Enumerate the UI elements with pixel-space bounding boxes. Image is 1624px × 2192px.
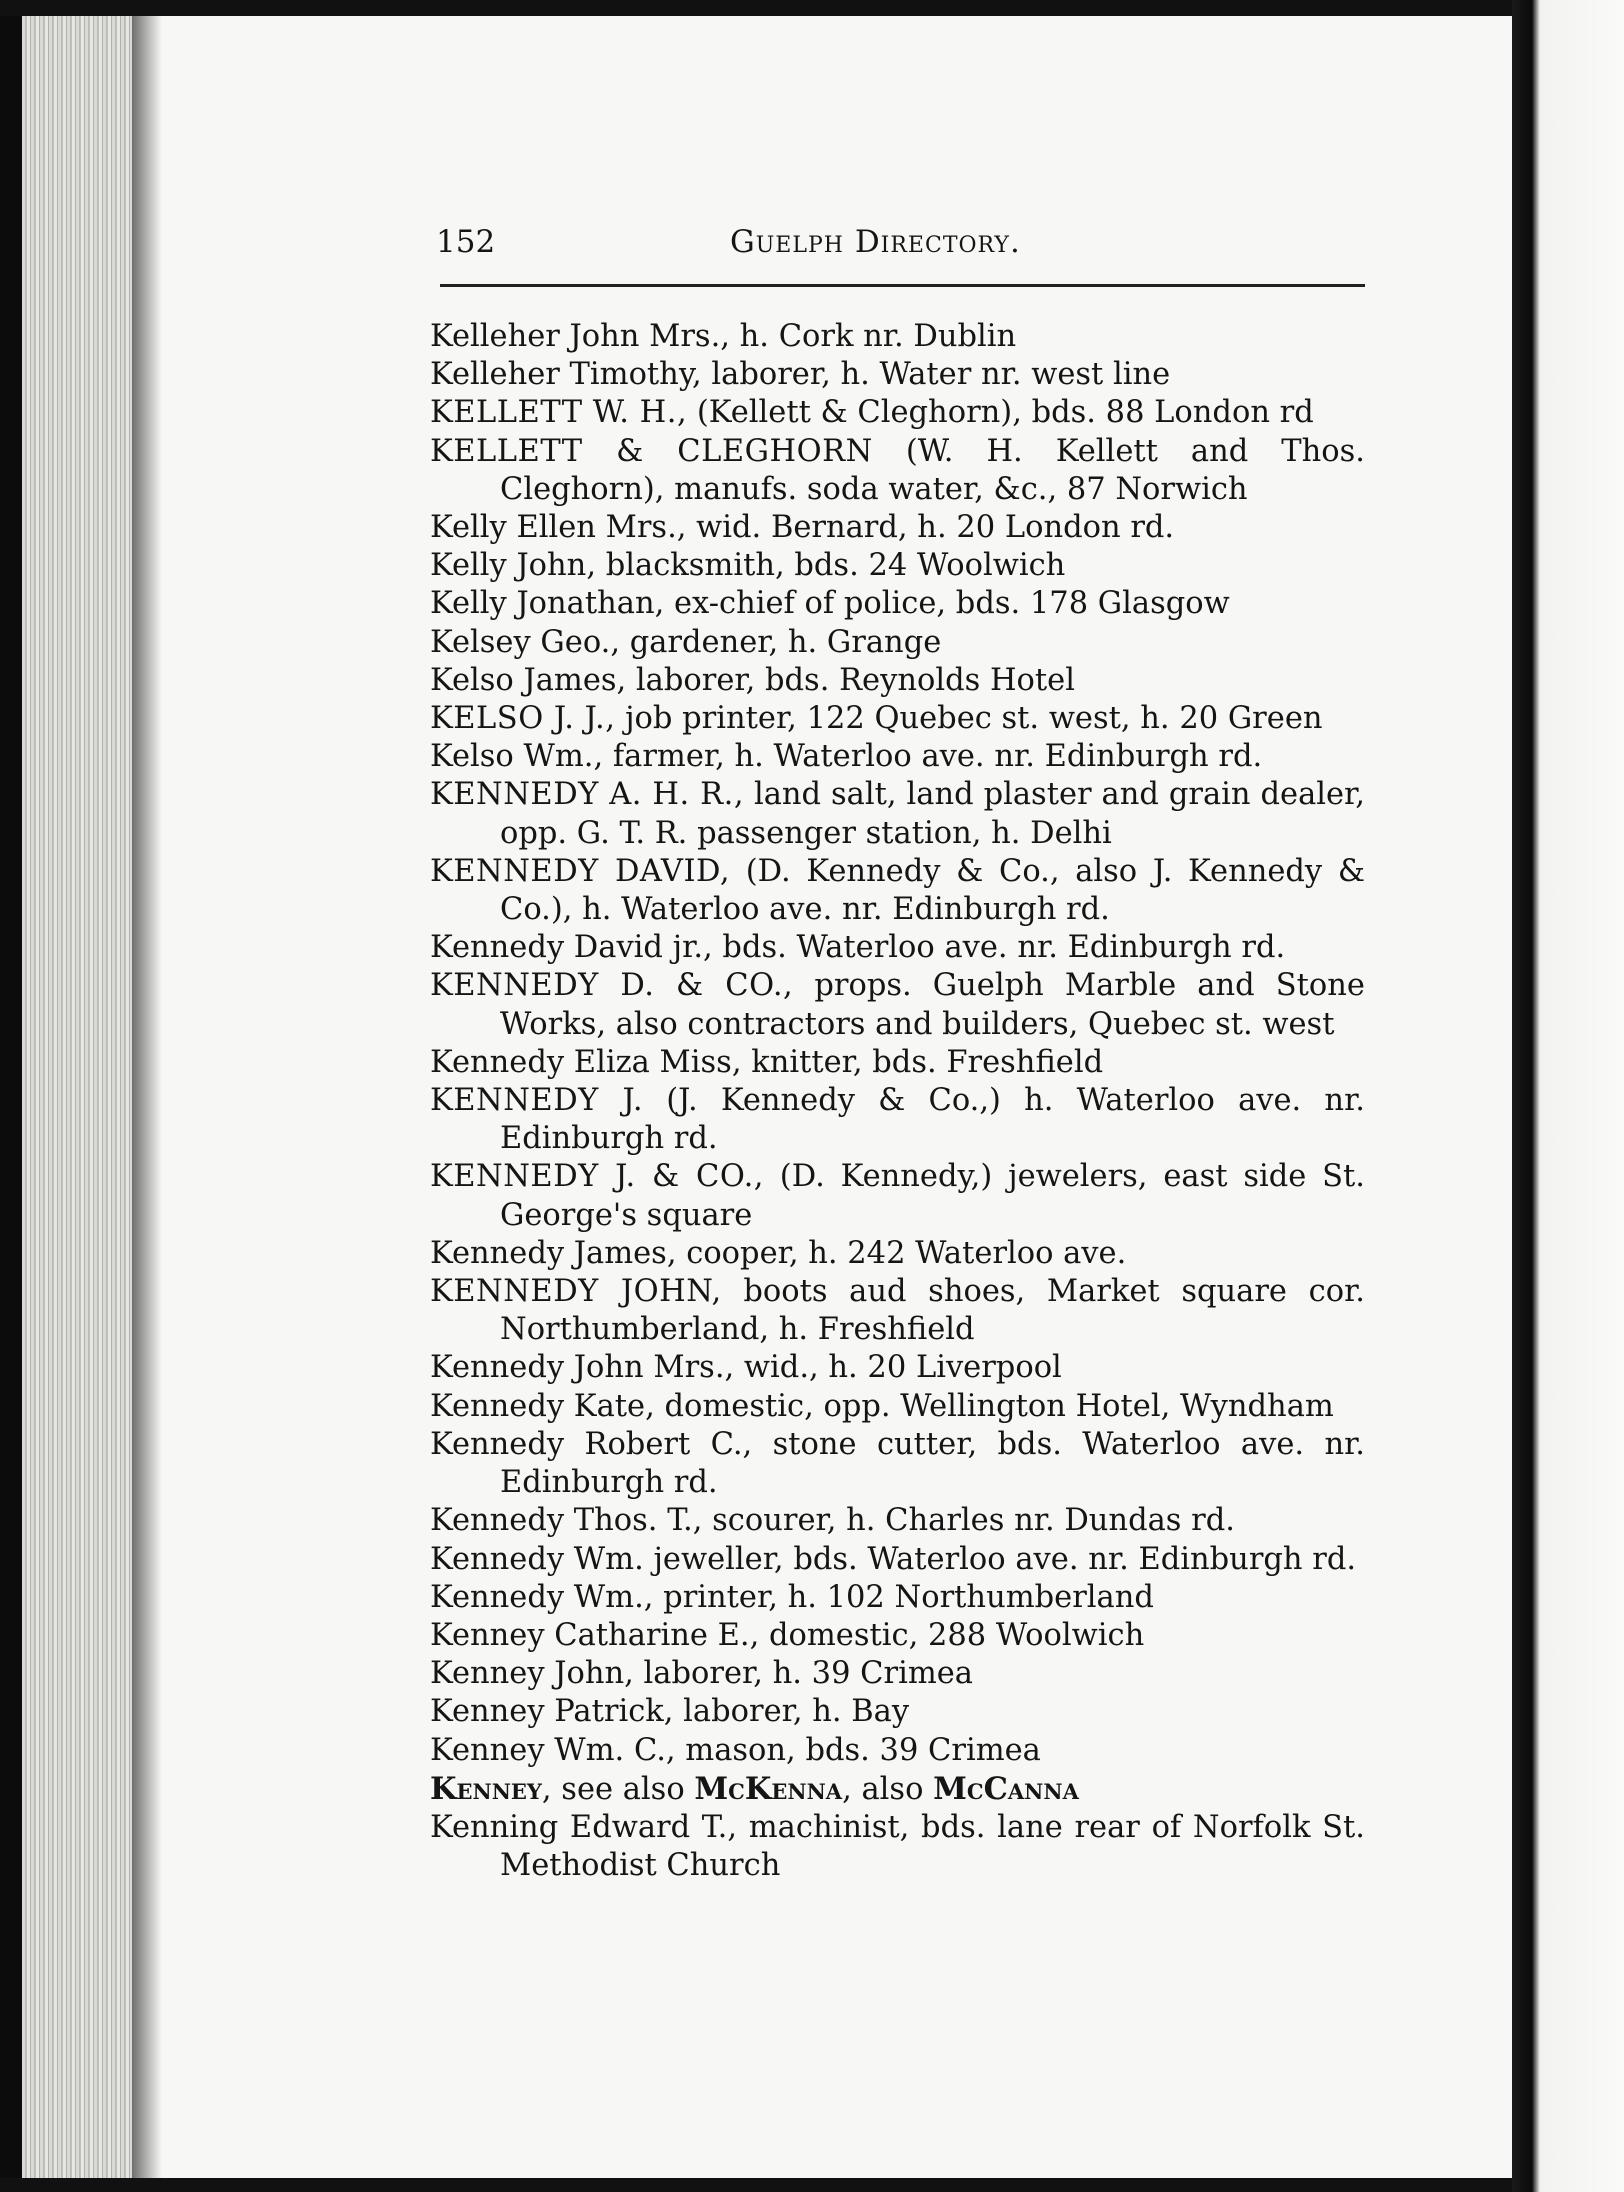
directory-entry — [430, 1388, 1365, 1426]
entry-name: KENNEDY D. & CO., — [430, 968, 794, 1004]
entry-name: Kenney Wm. C., — [430, 1732, 676, 1768]
directory-entry — [430, 509, 1365, 547]
directory-entry — [430, 1082, 1365, 1158]
entry-details: job printer, 122 Quebec st. west, h. 20 Green — [615, 701, 1323, 737]
entry-details: wid. Bernard, h. 20 London rd. — [686, 510, 1175, 546]
entry-name: KENNEDY J. — [430, 1083, 644, 1119]
entry-details: domestic, opp. Wellington Hotel, Wyndham — [654, 1388, 1334, 1424]
directory-entry — [430, 853, 1365, 929]
book-spine-edge — [0, 0, 22, 2192]
page-stack-edge — [22, 0, 132, 2192]
entry-details: gardener, h. Grange — [620, 624, 942, 660]
running-title: Guelph Directory. — [730, 224, 1021, 260]
directory-entry — [430, 1809, 1365, 1885]
directory-entry — [430, 1235, 1365, 1273]
entry-details: laborer, h. Bay — [673, 1694, 910, 1730]
directory-entry — [430, 1158, 1365, 1234]
entry-name: Kenney Patrick, — [430, 1694, 674, 1730]
entry-details: knitter, bds. Freshfield — [741, 1044, 1104, 1080]
entry-details: jeweller, bds. Waterloo ave. nr. Edinburgh rd. — [643, 1541, 1357, 1577]
entry-details: mason, bds. 39 Crimea — [675, 1732, 1041, 1768]
entry-name: KENNEDY A. H. R., — [430, 777, 745, 813]
entry-name: Kenney John, — [430, 1656, 634, 1692]
entry-name: Kelleher John Mrs., — [430, 319, 730, 354]
entry-name: KELLETT W. H., — [430, 395, 688, 431]
entry-details: ex-chief of police, bds. 178 Glasgow — [664, 586, 1230, 622]
directory-entry — [430, 356, 1365, 394]
directory-entry — [430, 1502, 1365, 1540]
directory-entry — [430, 1617, 1365, 1655]
entry-name: Kelly Ellen Mrs., — [430, 510, 687, 546]
directory-entry — [430, 394, 1365, 432]
directory-entry — [430, 624, 1365, 662]
entry-details: (Kellett & Cleghorn), bds. 88 London rd — [687, 395, 1314, 431]
entry-name: Kennedy Wm., — [430, 1579, 654, 1615]
entry-name: Kelso James, — [430, 662, 627, 698]
entry-details: land salt, land plaster and grain dealer, opp. G. T. R. passenger station, h. Delhi — [500, 777, 1365, 851]
directory-page — [430, 210, 1366, 1884]
directory-entry — [430, 1273, 1365, 1349]
entry-name: Kennedy Wm. — [430, 1541, 644, 1577]
entry-details: boots aud shoes, Market square cor. Northumberland, h. Freshfield — [500, 1274, 1365, 1348]
cross-ref-text: , see also — [541, 1771, 695, 1807]
cross-ref-name: McCanna — [933, 1770, 1079, 1807]
entry-name: KELLETT & CLEGHORN — [430, 433, 873, 469]
entry-details: bds. Waterloo ave. nr. Edinburgh rd. — [712, 930, 1286, 966]
directory-entry — [430, 1426, 1365, 1502]
entry-name: Kennedy Robert C., — [430, 1426, 753, 1462]
directory-entry — [430, 1044, 1365, 1082]
entry-details: h. Cork nr. Dublin — [729, 319, 1017, 354]
entry-details: scourer, h. Charles nr. Dundas rd. — [702, 1503, 1235, 1539]
directory-entry — [430, 547, 1365, 585]
page-header — [430, 210, 1365, 274]
entry-name: Kenney Catharine E., — [430, 1617, 760, 1653]
entry-details: farmer, h. Waterloo ave. nr. Edinburgh rd. — [603, 739, 1263, 775]
entry-details: laborer, bds. Reynolds Hotel — [626, 662, 1075, 698]
directory-entry — [430, 662, 1365, 700]
directory-entry — [430, 1655, 1365, 1693]
gutter-shadow — [132, 0, 162, 2192]
entry-name: Kennedy John Mrs., — [430, 1350, 735, 1386]
entry-details: laborer, h. 39 Crimea — [633, 1656, 973, 1692]
cross-ref-name: Kenney — [430, 1770, 542, 1807]
scan-top-border — [0, 0, 1624, 16]
directory-entry — [430, 967, 1365, 1043]
entry-name: Kelly Jonathan, — [430, 586, 665, 622]
entry-details: cooper, h. 242 Waterloo ave. — [676, 1235, 1127, 1271]
entry-name: Kennedy Eliza Miss, — [430, 1044, 742, 1080]
header-rule — [440, 284, 1365, 287]
directory-entry — [430, 776, 1365, 852]
facing-page-edge — [1512, 0, 1624, 2192]
entry-details: (W. H. Kellett and Thos. Cleghorn), manufs. soda water, &c., 87 Norwich — [500, 433, 1365, 507]
entry-details: domestic, 288 Woolwich — [759, 1617, 1145, 1653]
entry-name: Kennedy Kate, — [430, 1388, 655, 1424]
entry-details: blacksmith, bds. 24 Woolwich — [596, 548, 1066, 584]
directory-entry — [430, 1541, 1365, 1579]
directory-entry — [430, 433, 1365, 509]
entry-details: stone cutter, bds. Waterloo ave. nr. Edinburgh rd. — [500, 1426, 1366, 1501]
entry-name: Kelleher Timothy, — [430, 357, 702, 393]
entry-name: KENNEDY JOHN, — [430, 1274, 722, 1310]
entry-name: Kelso Wm., — [430, 739, 604, 775]
directory-entries — [430, 318, 1365, 1885]
entry-name: Kelly John, — [430, 548, 597, 584]
entry-details: machinist, bds. lane rear of Norfolk St. Methodist Church — [500, 1809, 1365, 1884]
entry-details: (D. Kennedy & Co., also J. Kennedy & Co.), h. Waterloo ave. nr. Edinburgh rd. — [500, 853, 1365, 928]
entry-details: wid., h. 20 Liverpool — [734, 1350, 1062, 1386]
cross-ref-name: McKenna — [694, 1770, 843, 1807]
entry-details: laborer, h. Water nr. west line — [701, 357, 1171, 393]
entry-details: printer, h. 102 Northumberland — [653, 1579, 1154, 1615]
directory-entry — [430, 585, 1365, 623]
directory-entry — [430, 700, 1365, 738]
directory-entry — [430, 738, 1365, 776]
cross-reference-entry — [430, 1770, 1365, 1809]
directory-entry — [430, 318, 1365, 356]
entry-details: props. Guelph Marble and Stone Works, also contractors and builders, Quebec st. west — [500, 968, 1365, 1042]
entry-name: Kenning Edward T., — [430, 1809, 738, 1845]
directory-entry — [430, 1349, 1365, 1387]
entry-name: KELSO J. J., — [430, 701, 616, 737]
directory-entry — [430, 1732, 1365, 1770]
entry-name: Kennedy Thos. T., — [430, 1503, 703, 1539]
entry-name: Kennedy David jr., — [430, 930, 713, 966]
directory-entry — [430, 1579, 1365, 1617]
entry-details: (J. Kennedy & Co.,) h. Waterloo ave. nr. Edinburgh rd. — [500, 1083, 1365, 1157]
entry-name: KENNEDY DAVID, — [430, 853, 731, 889]
entry-details: (D. Kennedy,) jewelers, east side St. George's square — [500, 1159, 1365, 1233]
directory-entry — [430, 929, 1365, 967]
entry-name: KENNEDY J. & CO., — [430, 1159, 764, 1195]
page-number: 152 — [436, 224, 496, 260]
scan-bottom-border — [0, 2178, 1624, 2192]
entry-name: Kennedy James, — [430, 1235, 677, 1271]
directory-entry — [430, 1693, 1365, 1731]
cross-ref-text: , also — [842, 1771, 934, 1807]
entry-name: Kelsey Geo., — [430, 624, 621, 660]
